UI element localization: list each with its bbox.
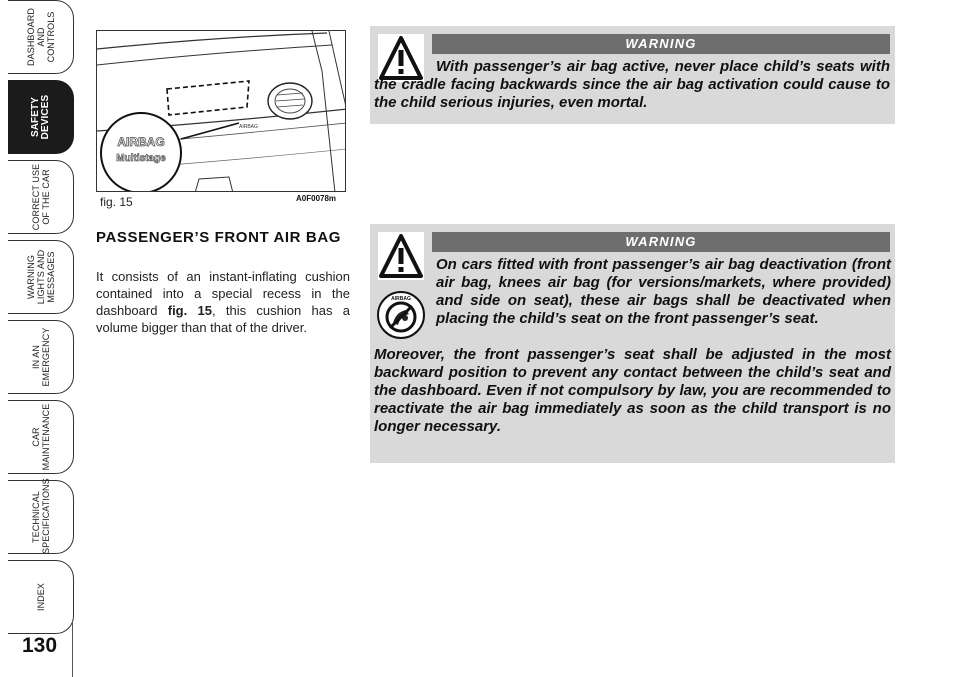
warning-text-indented: On cars fitted with front passenger’s air bag deactivation (front air bag, knees air bag (for versions/markets, where provided) and side on seat), these air bags shall be deactivated when placing the child’s seat on the front passenger’s seat. [436,256,891,327]
badge-airbag-text: AIRBAG [117,135,165,149]
dashboard-drawing [97,31,346,192]
figure-caption: fig. 15 [100,195,133,209]
tab-in-an-emergency[interactable] [8,320,74,394]
warning-text: With passenger’s air bag active, never place child’s seats with the cradle facing backwards since the air bag activation could cause to the child serious injuries, even mortal. [374,58,890,111]
tab-label: TECHNICAL SPECIFICATIONS [30,478,51,554]
body-text-part: It consists of an instant-inflating cushion contained into a special recess in the dashboard [96,269,350,318]
warning-box [370,224,895,463]
tab-label: SAFETY DEVICES [29,94,51,140]
page-divider [72,620,73,677]
tab-label: IN AN EMERGENCY [30,327,51,387]
tab-technical-specifications[interactable] [8,480,74,554]
dash-airbag-label: AIRBAG [239,124,258,130]
tab-correct-use-of-the-car[interactable] [8,160,74,234]
warning-title: WARNING [432,34,890,54]
warning-title: WARNING [432,232,890,252]
badge-multistage-text: Multistage [116,153,166,164]
warning-text-full: Moreover, the front passenger’s seat shall be adjusted in the most backward position to prevent any contact between the child’s seat and the dashboard. Even if not compulsory by law, you are recommended to reactivate the air bag immediately as soon as the child transport is no longer necessary. [374,346,891,435]
section-heading: PASSENGER’S FRONT AIR BAG [96,229,342,246]
figure-reference: fig. 15 [167,303,212,318]
warning-triangle-icon [378,232,424,280]
tab-index[interactable] [8,560,74,634]
tab-label: CORRECT USE OF THE CAR [30,163,51,231]
tab-car-maintenance[interactable] [8,400,74,474]
tab-label: CAR MAINTENANCE [30,403,51,471]
chapter-sidebar [0,0,78,677]
tab-label: DASHBOARD AND CONTROLS [25,8,56,66]
tab-label: INDEX [35,583,46,612]
child-seat-airbag-icon [376,290,426,340]
dashboard-illustration [96,30,346,192]
sticker-airbag-text: AIRBAG [391,296,411,302]
warning-box [370,26,895,124]
tab-warning-lights-and-messages[interactable] [8,240,74,314]
page-number: 130 [22,634,58,657]
figure-code: A0F0078m [296,194,337,203]
tab-label: WARNING LIGHTS AND MESSAGES [25,249,56,305]
body-text-part: , this cushion has a volume bigger than that of the driver. [96,303,350,335]
tab-dashboard-and-controls[interactable] [8,0,74,74]
section-body [96,268,350,336]
tab-safety-devices[interactable] [8,80,74,154]
